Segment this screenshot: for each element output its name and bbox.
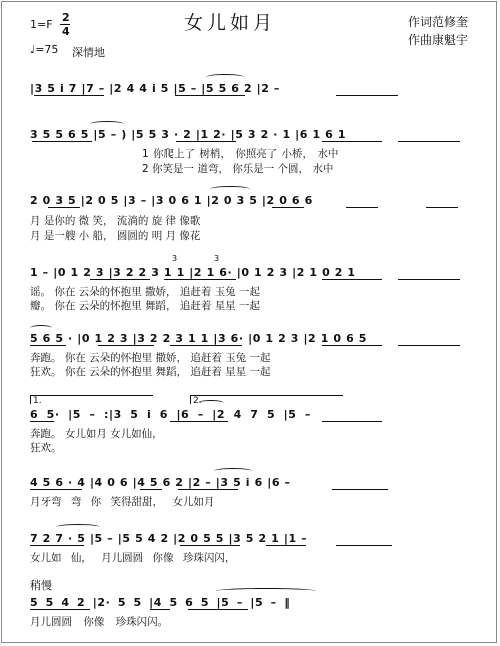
notation-line: 2 0 3 5 |2 0 5 |3 – |3 0 6 1 |2 0 3 5 |2 0 6 6 <box>30 194 313 207</box>
beam-line <box>176 141 236 142</box>
beam-line <box>322 421 382 422</box>
tie-mark <box>30 325 52 331</box>
beam-line <box>34 95 104 96</box>
lyric-verse-1: 1 你爬上了 树梢， 你照亮了 小桥， 水中 <box>142 148 339 160</box>
ritardando-marking: 稍慢 <box>30 579 52 592</box>
beam-line <box>178 489 238 490</box>
tie-mark <box>206 74 244 80</box>
beam-line <box>30 345 66 346</box>
beam-line <box>175 95 245 96</box>
tie-mark <box>198 400 224 406</box>
beam-line <box>90 279 150 280</box>
beam-line <box>398 279 460 280</box>
notation-line: 6 5· |5 – :|3 5 i 6 |6 – |2 4 7 5 |5 – <box>30 408 312 421</box>
volta-bracket-1: 1. <box>30 395 153 404</box>
notation-line: 4 5 6 · 4 |4 0 6 |4 5 6 2 |2 – |3 5 i 6 |6 – <box>30 476 291 489</box>
beam-line <box>322 279 382 280</box>
beam-line <box>30 545 84 546</box>
beam-line <box>30 421 54 422</box>
triplet-mark: 3 <box>214 254 220 263</box>
beam-line <box>32 141 92 142</box>
tie-mark <box>56 524 100 530</box>
beam-line <box>140 489 162 490</box>
notation-line: 5 6 5 · |0 1 2 3 |3 2 2 3 1 1 |3 6· |0 1 2 3 |2 1 0 6 5 <box>30 332 368 345</box>
lyricist-credit: 作词范修奎 <box>408 15 469 29</box>
expression-marking: 深情地 <box>72 46 105 59</box>
beam-line <box>398 141 460 142</box>
beam-line <box>322 141 382 142</box>
beam-line <box>336 95 398 96</box>
lyric-verse-1: 月牙弯 弯 你 笑得甜甜， 女儿如月 <box>30 496 215 508</box>
notation-line: 3 5 5 6 5 |5 – ) |5 5 3 · 2 |1 2· |5 3 2 · 1 |6 1 6 1 <box>30 128 347 141</box>
beam-line <box>266 545 306 546</box>
lyric-verse-1: 谣。 你在 云朵的怀抱里 撒娇， 追赶着 玉兔 一起 <box>30 286 261 298</box>
page-frame <box>1 1 497 643</box>
beam-line <box>48 207 80 208</box>
tie-mark <box>216 588 316 594</box>
lyric-verse-1: 女儿如 仙， 月儿圆圆 你像 珍珠闪闪， <box>30 552 236 564</box>
notation-line: 7 2 7 · 5 |5 – |5 5 4 2 |2 0 5 5 |3 5 2 1 |1 – <box>30 532 308 545</box>
composer-credit: 作曲康魁宇 <box>408 33 469 47</box>
song-title: 女儿如月 <box>184 12 277 34</box>
tie-mark <box>210 186 250 192</box>
tempo-marking: ♩=75 <box>30 43 59 56</box>
beam-line <box>346 207 378 208</box>
triplet-mark: 3 <box>172 254 178 263</box>
lyric-verse-1: 月 是你的 微 笑， 流淌的 旋 律 像歌 <box>30 215 201 227</box>
beam-line <box>322 345 382 346</box>
tie-mark <box>90 121 124 127</box>
beam-line <box>150 609 170 610</box>
lyric-verse-1: 奔跑。 你在 云朵的怀抱里 撒娇， 追赶着 玉兔 一起 <box>30 352 271 364</box>
time-signature-bottom: 4 <box>62 25 70 38</box>
beam-line <box>170 345 242 346</box>
time-signature-top: 2 <box>62 11 70 24</box>
key-signature: 1=F <box>30 18 53 31</box>
lyric-verse-2: 狂欢。 <box>30 442 62 454</box>
beam-line <box>398 345 460 346</box>
beam-line <box>180 545 240 546</box>
beam-line <box>164 279 236 280</box>
beam-line <box>426 207 458 208</box>
notation-line: |3 5 i 7 |7 – |2 4 4 i 5 |5 – |5 5 6 2 |2 – <box>30 82 281 95</box>
beam-line <box>332 489 388 490</box>
lyric-verse-1: 奔跑。 女儿如月 女儿如仙， <box>30 428 163 440</box>
beam-line <box>170 421 228 422</box>
notation-line: 1 – |0 1 2 3 |3 2 2 3 1 1 |2 1 6· |0 1 2 3 |2 1 0 2 1 <box>30 266 356 279</box>
lyric-verse-1: 月儿圆圆 你像 珍珠闪闪。 <box>30 616 169 628</box>
tie-mark <box>214 468 252 474</box>
volta-bracket-2: 2. <box>190 395 343 404</box>
beam-line <box>188 609 248 610</box>
lyric-verse-2: 狂欢。 你在 云朵的怀抱里 舞蹈， 追赶着 星星 一起 <box>30 366 271 378</box>
lyric-verse-2: 2 你笑是一 道弯， 你乐是一 个圆， 水中 <box>142 163 334 175</box>
beam-line <box>30 609 90 610</box>
lyric-verse-2: 瓣。 你在 云朵的怀抱里 舞蹈， 追赶着 星星 一起 <box>30 300 261 312</box>
beam-line <box>30 489 82 490</box>
lyric-verse-2: 月 是一艘 小 船， 圆圆的 明 月 像花 <box>30 230 201 242</box>
beam-line <box>272 207 304 208</box>
notation-line: 5 5 4 2 |2· 5 5 |4 5 6 5 |5 – |5 – ‖ <box>30 596 291 609</box>
beam-line <box>336 545 392 546</box>
beam-line <box>98 345 154 346</box>
